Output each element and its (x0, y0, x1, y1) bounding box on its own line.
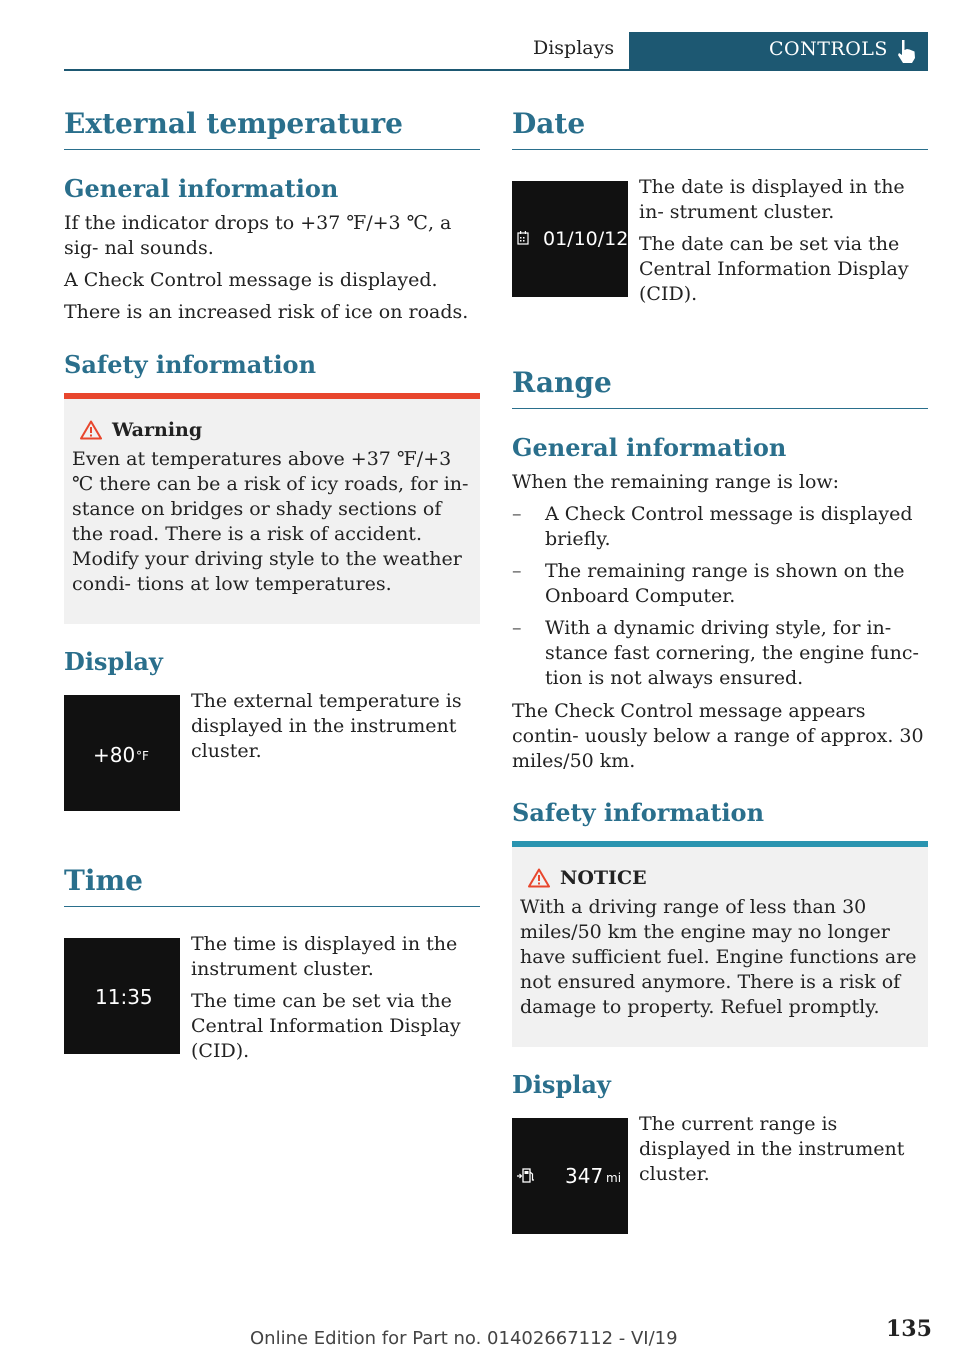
list-item: – The remaining range is shown on the Onboard Computer. (512, 559, 928, 609)
date-text-2: The date can be set via the Central Information Display (CID). (639, 233, 909, 305)
range-general-heading: General information (512, 433, 787, 462)
time-title: Time (64, 864, 143, 897)
list-item: – With a dynamic driving style, for in‐ stance fast cornering, the engine func‐ tion is not always ensured. (512, 616, 928, 691)
notice-box (512, 841, 928, 1047)
range-after-list: The Check Control message appears contin‐ uously below a range of approx. 30 miles/50 km. (512, 700, 924, 772)
time-text-2: The time can be set via the Central Information Display (CID). (191, 990, 461, 1062)
header-chapter-tab (629, 32, 928, 70)
fuel-pump-icon (517, 1168, 535, 1184)
range-safety-heading: Safety information (512, 798, 765, 827)
safety-information-heading: Safety information (64, 350, 317, 379)
display-heading: Display (64, 647, 163, 676)
general-information-heading: General information (64, 174, 339, 203)
edition-footer: Online Edition for Part no. 01402667112 - VI/19 (250, 1328, 678, 1349)
list-item: – A Check Control message is displayed briefly. (512, 502, 928, 552)
notice-text: With a driving range of less than 30 miles/50 km the engine may no longer have sufficient fuel. Engine functions are not ensured anymore. There is a risk of damage to property. Refuel promptly. (520, 896, 917, 1018)
hand-pointer-icon (896, 38, 918, 64)
general-paragraph-3: There is an increased risk of ice on roads. (64, 301, 469, 323)
external-temperature-display-image (64, 695, 180, 811)
time-display-image (64, 938, 180, 1054)
range-value: 347 (565, 1164, 604, 1188)
warning-title: Warning (112, 419, 203, 441)
general-paragraph-1: If the indicator drops to +37 ℉/+3 ℃, a sig‐ nal sounds. (64, 212, 452, 259)
title-rule (512, 408, 928, 409)
notice-title: NOTICE (560, 867, 647, 889)
range-display-text: The current range is displayed in the instrument cluster. (639, 1113, 905, 1185)
time-text-1: The time is displayed in the instrument cluster. (191, 933, 458, 980)
header-chapter-label: CONTROLS (769, 38, 888, 60)
title-rule (64, 906, 480, 907)
warning-triangle-icon (528, 868, 550, 888)
general-paragraph-2: A Check Control message is displayed. (64, 269, 438, 291)
range-intro: When the remaining range is low: (512, 471, 840, 493)
title-rule (512, 149, 928, 150)
range-display-image (512, 1118, 628, 1234)
header-section-label: Displays (533, 37, 615, 59)
warning-triangle-icon (80, 420, 102, 440)
page-number: 135 (886, 1316, 932, 1342)
external-temperature-title: External temperature (64, 107, 403, 140)
date-value: 01/10/12 (543, 228, 629, 250)
header-rule (64, 69, 928, 71)
range-display-heading: Display (512, 1070, 611, 1099)
date-text-1: The date is displayed in the in‐ strument cluster. (639, 176, 905, 223)
calendar-icon (517, 231, 529, 245)
date-title: Date (512, 107, 586, 140)
date-display-image (512, 181, 628, 297)
external-temperature-display-text: The external temperature is displayed in the instrument cluster. (191, 690, 462, 762)
time-value: 11:35 (95, 985, 153, 1009)
temperature-unit: °F (136, 749, 149, 763)
range-list (512, 502, 928, 698)
title-rule (64, 149, 480, 150)
range-unit: mi (606, 1171, 622, 1185)
temperature-value: +80 (93, 743, 136, 767)
warning-text: Even at temperatures above +37 ℉/+3 ℃ there can be a risk of icy roads, for in‐ stance on bridges or shady sections of the road. There is a risk of accident. Modify your driving style to the weather condi‐ tions at low temperatures. (72, 448, 469, 595)
range-title: Range (512, 366, 612, 399)
warning-box (64, 393, 480, 624)
